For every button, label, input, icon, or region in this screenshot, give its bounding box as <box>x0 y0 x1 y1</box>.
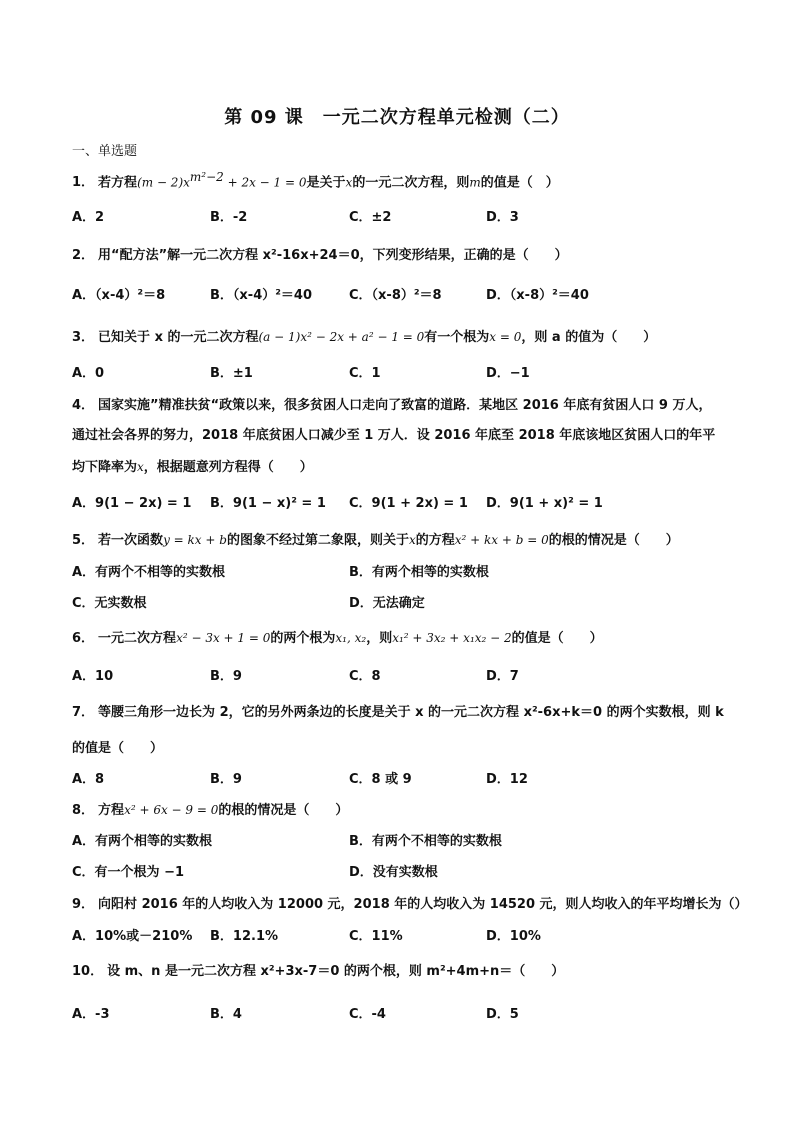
option-a[interactable]: A．10 <box>72 669 114 684</box>
option-c[interactable]: C．±2 <box>349 210 392 225</box>
option-d[interactable]: D．12 <box>486 772 528 787</box>
question-4-line-1: 4． 国家实施”精准扶贫“政策以来，很多贫困人口走向了致富的道路．某地区 2016 年底有贫困人口 9 万人， <box>72 398 712 413</box>
option-c[interactable]: C．有一个根为 −1 <box>72 865 185 880</box>
option-b[interactable]: B．-2 <box>210 210 248 225</box>
option-c[interactable]: C．（x-8）²＝8 <box>349 288 442 303</box>
option-a[interactable]: A．有两个相等的实数根 <box>72 834 213 849</box>
option-c[interactable]: C．8 或 9 <box>349 772 412 787</box>
option-c[interactable]: C．1 <box>349 366 381 381</box>
option-b[interactable]: B．有两个不相等的实数根 <box>349 834 502 849</box>
option-a[interactable]: A．8 <box>72 772 105 787</box>
question-6: 6． 一元二次方程x² − 3x + 1 = 0的两个根为x₁, x₂，则x₁² + 3x₂ + x₁x₂ − 2的值是（ ） <box>72 631 603 646</box>
section-heading: 一、单选题 <box>72 144 138 159</box>
option-d[interactable]: D．−1 <box>486 366 530 381</box>
question-4-line-2: 通过社会各界的努力，2018 年底贫困人口减少至 1 万人．设 2016 年底至 2018 年底该地区贫困人口的年平 <box>72 428 716 443</box>
option-a[interactable]: A．9(1 − 2x) = 1 <box>72 496 192 511</box>
option-d[interactable]: D．没有实数根 <box>349 865 438 880</box>
option-d[interactable]: D．9(1 + x)² = 1 <box>486 496 603 511</box>
option-b[interactable]: B．9 <box>210 772 242 787</box>
option-a[interactable]: A．10%或－210% <box>72 929 193 944</box>
option-a[interactable]: A．有两个不相等的实数根 <box>72 565 226 580</box>
option-c[interactable]: C．8 <box>349 669 381 684</box>
question-7-line-1: 7． 等腰三角形一边长为 2，它的另外两条边的长度是关于 x 的一元二次方程 x²-6x+k＝0 的两个实数根，则 k <box>72 705 724 720</box>
option-b[interactable]: B．4 <box>210 1007 242 1022</box>
question-9: 9． 向阳村 2016 年的人均收入为 12000 元，2018 年的人均收入为 14520 元，则人均收入的年平均增长为（） <box>72 897 748 912</box>
option-c[interactable]: C．-4 <box>349 1007 386 1022</box>
option-d[interactable]: D．10% <box>486 929 541 944</box>
option-a[interactable]: A．（x-4）²＝8 <box>72 288 166 303</box>
question-5: 5． 若一次函数y = kx + b的图象不经过第二象限，则关于x的方程x² + kx + b = 0的根的情况是（ ） <box>72 533 679 548</box>
question-1: 1． 若方程$(m - 2)x^{m^2-2} + 2x - 1 = 0$是关于x的一元二次方程，则m的值是（ ） <box>72 170 559 191</box>
option-c[interactable]: C．11% <box>349 929 403 944</box>
option-d[interactable]: D．5 <box>486 1007 519 1022</box>
question-4-line-3: 均下降率为x，根据题意列方程得（ ） <box>72 460 313 475</box>
option-b[interactable]: B．±1 <box>210 366 253 381</box>
option-d[interactable]: D．7 <box>486 669 519 684</box>
option-b[interactable]: B．9 <box>210 669 242 684</box>
option-d[interactable]: D．3 <box>486 210 519 225</box>
question-7-line-2: 的值是（ ） <box>72 741 164 756</box>
option-b[interactable]: B．9(1 − x)² = 1 <box>210 496 326 511</box>
option-b[interactable]: B．（x-4）²＝40 <box>210 288 313 303</box>
question-3: 3． 已知关于 x 的一元二次方程(a − 1)x² − 2x + a² − 1 = 0有一个根为x = 0，则 a 的值为（ ） <box>72 330 657 345</box>
option-a[interactable]: A．0 <box>72 366 105 381</box>
option-c[interactable]: C．9(1 + 2x) = 1 <box>349 496 468 511</box>
page-title: 第 09 课 一元二次方程单元检测（二） <box>224 107 570 128</box>
option-c[interactable]: C．无实数根 <box>72 596 147 611</box>
option-b[interactable]: B．12.1% <box>210 929 279 944</box>
option-b[interactable]: B．有两个相等的实数根 <box>349 565 489 580</box>
option-d[interactable]: D．无法确定 <box>349 596 425 611</box>
option-a[interactable]: A．2 <box>72 210 105 225</box>
option-a[interactable]: A．-3 <box>72 1007 110 1022</box>
option-d[interactable]: D．（x-8）²＝40 <box>486 288 589 303</box>
question-8: 8． 方程x² + 6x − 9 = 0的根的情况是（ ） <box>72 803 349 818</box>
question-2: 2． 用“配方法”解一元二次方程 x²-16x+24＝0，下列变形结果，正确的是（ ） <box>72 248 568 263</box>
question-10: 10． 设 m、n 是一元二次方程 x²+3x-7＝0 的两个根，则 m²+4m+n＝（ ） <box>72 964 565 979</box>
